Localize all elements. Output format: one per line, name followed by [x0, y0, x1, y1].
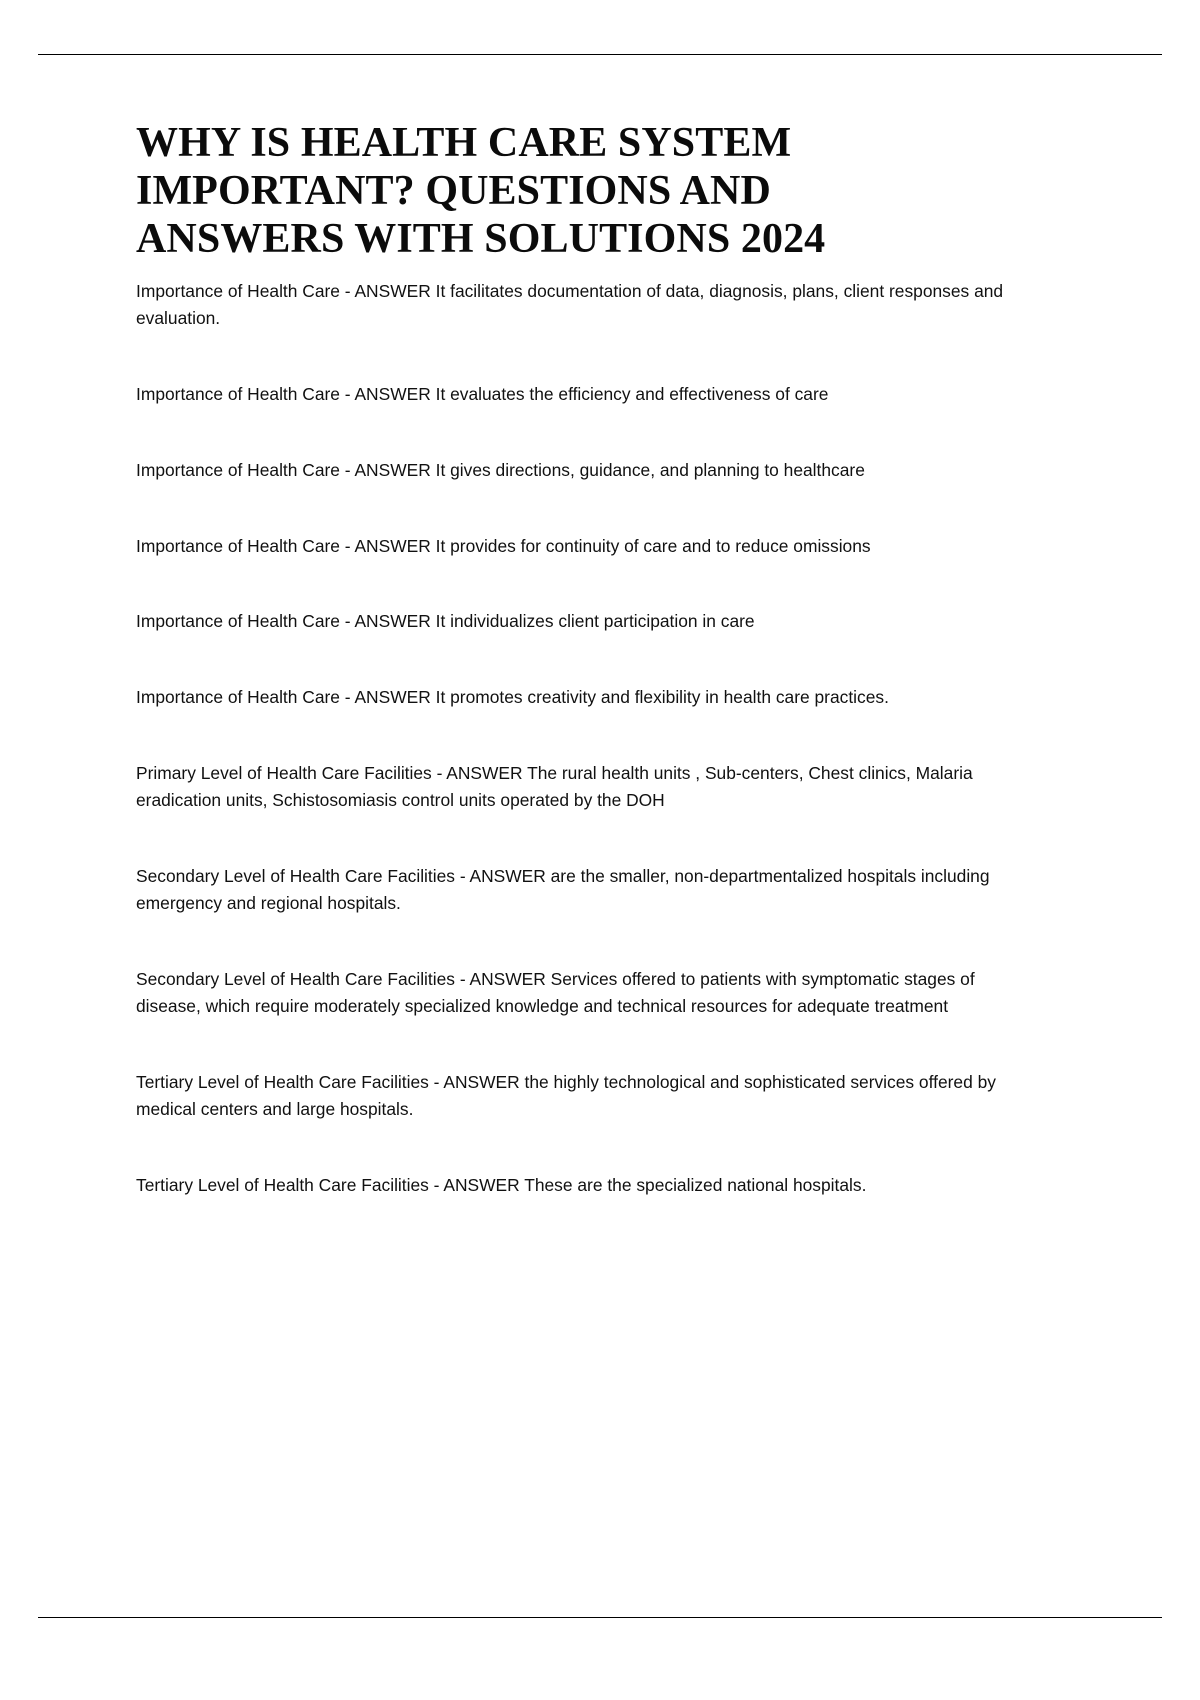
- list-item: Importance of Health Care - ANSWER It provides for continuity of care and to reduce omissions: [136, 535, 871, 556]
- header-divider: [38, 54, 1162, 55]
- list-item: Importance of Health Care - ANSWER It evaluates the efficiency and effectiveness of care: [136, 383, 829, 404]
- list-item: Secondary Level of Health Care Facilities - ANSWER Services offered to patients with symptomatic stages of disease, which require moderately specialized knowledge and technical resources for adequate treatment: [136, 969, 975, 1017]
- list-item: Importance of Health Care - ANSWER It gives directions, guidance, and planning to healthcare: [136, 459, 865, 480]
- qa-list: [136, 278, 1026, 1200]
- list-item: Primary Level of Health Care Facilities - ANSWER The rural health units , Sub-centers, Chest clinics, Malaria eradication units, Schistosomiasis control units operated by the DOH: [136, 763, 973, 811]
- footer-divider: [38, 1617, 1162, 1618]
- list-item: Importance of Health Care - ANSWER It facilitates documentation of data, diagnosis, plans, client responses and evaluation.: [136, 280, 1004, 328]
- list-item: Importance of Health Care - ANSWER It individualizes client participation in care: [136, 611, 755, 632]
- document-content: [136, 120, 1026, 1199]
- page-title: WHY IS HEALTH CARE SYSTEM IMPORTANT? QUESTIONS AND ANSWERS WITH SOLUTIONS 2024: [136, 120, 826, 262]
- list-item: Tertiary Level of Health Care Facilities - ANSWER These are the specialized national hospitals.: [136, 1175, 867, 1196]
- list-item: Importance of Health Care - ANSWER It promotes creativity and flexibility in health care practices.: [136, 687, 889, 708]
- list-item: Secondary Level of Health Care Facilities - ANSWER are the smaller, non-departmentalized hospitals including emergency and regional hospitals.: [136, 866, 990, 914]
- list-item: Tertiary Level of Health Care Facilities - ANSWER the highly technological and sophisticated services offered by medical centers and large hospitals.: [136, 1072, 996, 1120]
